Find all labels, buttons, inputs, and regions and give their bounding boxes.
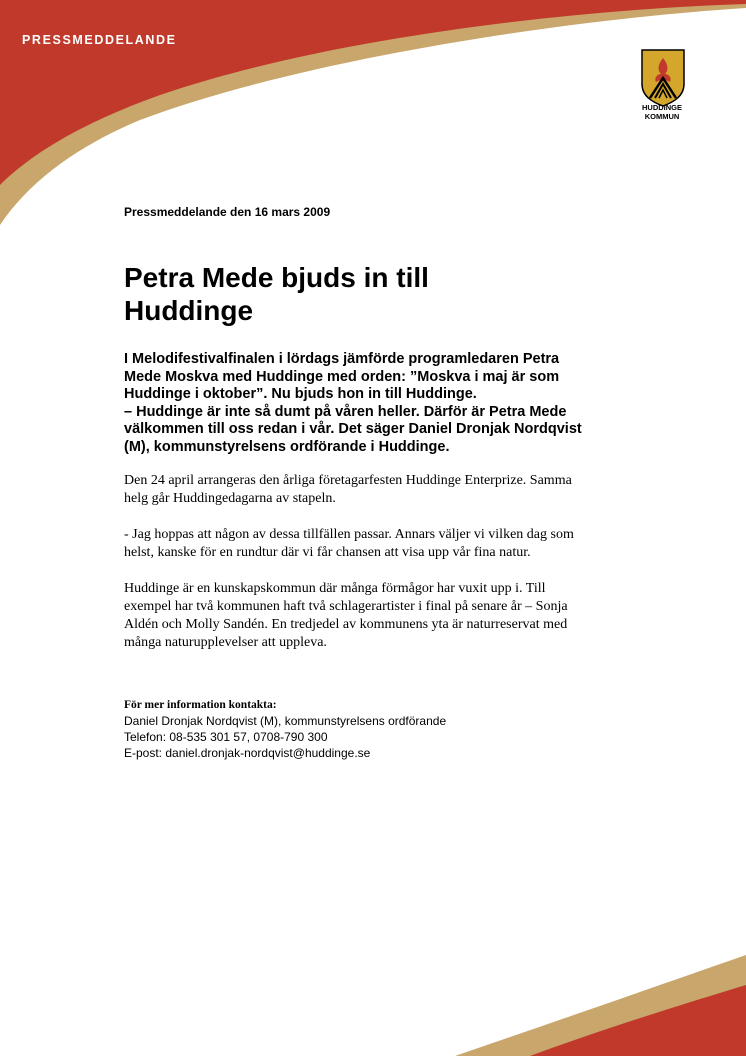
dateline: Pressmeddelande den 16 mars 2009 bbox=[124, 205, 331, 219]
contact-block bbox=[124, 698, 594, 761]
contact-email: E-post: daniel.dronjak-nordqvist@huddinge.se bbox=[124, 746, 371, 760]
header-red-swoosh bbox=[0, 0, 746, 185]
body-paragraph-3: Huddinge är en kunskapskommun där många förmågor har vuxit upp i. Till exempel har två kommunen haft två schlagerartister i final på senare år – Sonja Aldén och Molly Sandén. En tredjedel av kommunens yta är naturreservat med många naturupplevelser att uppleva. bbox=[124, 581, 568, 650]
header-label: PRESSMEDDELANDE bbox=[22, 33, 177, 47]
lead-text-2: – Huddinge är inte så dumt på våren heller. Därför är Petra Mede välkommen till oss redan i vår. Det säger Daniel Dronjak Nordqvist (M), kommunstyrelsens ordförande i Huddinge. bbox=[124, 403, 582, 455]
logo-line-1: HUDDINGE bbox=[641, 103, 682, 112]
logo-text bbox=[636, 103, 688, 121]
body-text bbox=[124, 472, 594, 670]
contact-phone: Telefon: 08-535 301 57, 0708-790 300 bbox=[124, 730, 328, 744]
logo-line-2: KOMMUN bbox=[644, 112, 680, 121]
contact-heading: För mer information kontakta: bbox=[124, 699, 277, 711]
body-paragraph-2: - Jag hoppas att någon av dessa tillfällen passar. Annars väljer vi vilken dag som helst, kanske för en rundtur där vi får chansen att visa upp vår fina natur. bbox=[124, 527, 574, 560]
body-paragraph-1: Den 24 april arrangeras den årliga företagarfesten Huddinge Enterprize. Samma helg går Huddingedagarna av stapeln. bbox=[124, 473, 572, 506]
contact-name: Daniel Dronjak Nordqvist (M), kommunstyrelsens ordförande bbox=[124, 714, 447, 728]
lead-paragraph bbox=[124, 351, 594, 456]
lead-text-1: I Melodifestivalfinalen i lördags jämförde programledaren Petra Mede Moskva med Huddinge med orden: ”Moskva i maj är som Huddinge i oktober”. Nu bjuds hon in till Huddinge. bbox=[124, 351, 560, 402]
press-release-title: Petra Mede bjuds in till Huddinge bbox=[124, 262, 429, 326]
